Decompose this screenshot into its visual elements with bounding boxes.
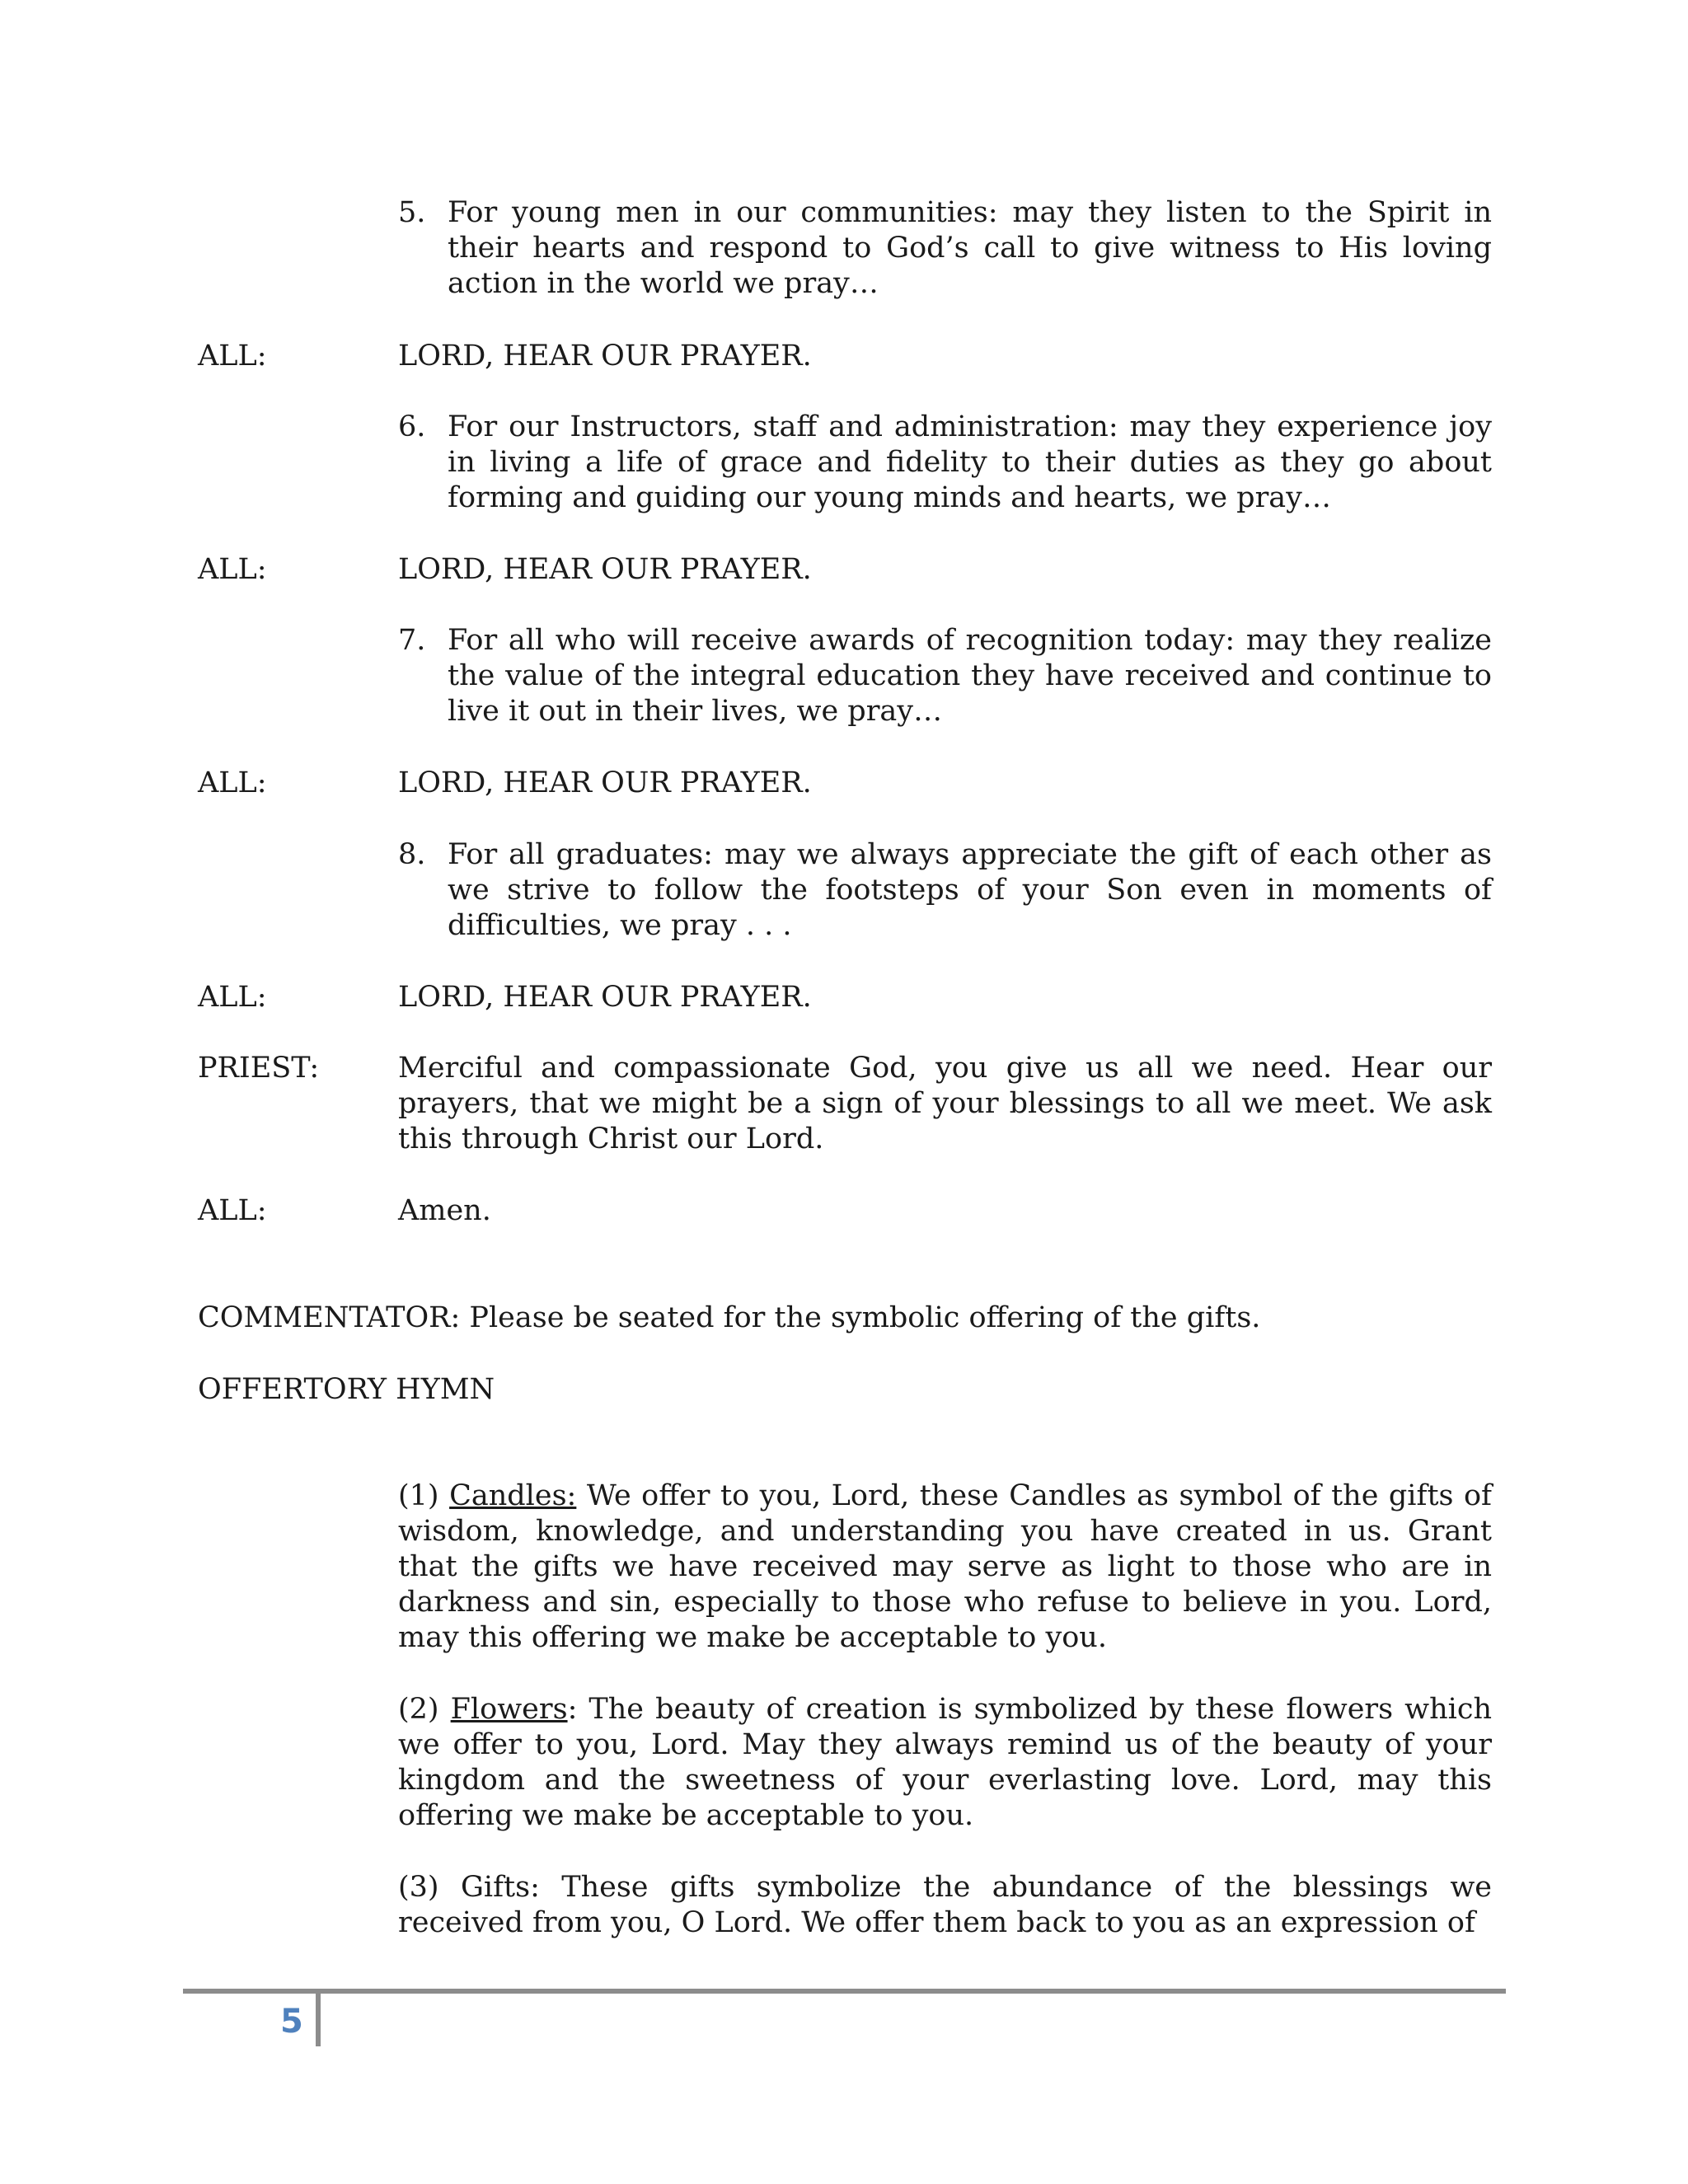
- footer-rule: [183, 1989, 1506, 1994]
- petition-number: 6.: [398, 410, 426, 443]
- petition-item: [398, 410, 1492, 516]
- offering-label: Gifts: [460, 1871, 531, 1904]
- footer-divider: [316, 1994, 321, 2046]
- amen-text: Amen.: [398, 1194, 491, 1227]
- petition-number: 8.: [398, 838, 426, 871]
- offering-flowers: [398, 1692, 1492, 1834]
- priest-speaker: PRIEST:: [198, 1052, 320, 1085]
- petition-item: [398, 837, 1492, 944]
- priest-prayer: Merciful and compassionate God, you give us all we need. Hear our prayers, that we might be a sign of your blessings to all we meet. We ask this through Christ our Lord.: [398, 1052, 1492, 1155]
- offering-prefix: (2): [398, 1693, 451, 1726]
- offering-text: We offer to you, Lord, these Candles as symbol of the gifts of wisdom, knowledge, and understanding you have created in us. Grant that the gifts we have received may serve as light to those who are in darkness and sin, especially to those who refuse to believe in you. Lord, may this offering we make be acceptable to you.: [398, 1479, 1492, 1654]
- response-text: LORD, HEAR OUR PRAYER.: [398, 340, 812, 373]
- petition-item: [398, 623, 1492, 729]
- petition-text: For all who will receive awards of recognition today: may they realize the value of the integral education they have received and continue to live it out in their lives, we pray…: [448, 624, 1492, 728]
- response-text: LORD, HEAR OUR PRAYER.: [398, 981, 812, 1014]
- response-speaker: ALL:: [198, 766, 267, 799]
- petition-text: For our Instructors, staff and administration: may they experience joy in living a life of grace and fidelity to their duties as they go about forming and guiding our young minds and hearts, we pray…: [448, 410, 1492, 514]
- offering-prefix: (1): [398, 1479, 450, 1512]
- response-text: LORD, HEAR OUR PRAYER.: [398, 553, 812, 586]
- petition-item: [398, 195, 1492, 302]
- petition-number: 7.: [398, 624, 426, 657]
- offering-text: : The beauty of creation is symbolized by these flowers which we offer to you, Lord. May they always remind us of the beauty of your kingdom and the sweetness of your everlasting love. Lord, may this offering we make be acceptable to you.: [398, 1693, 1493, 1832]
- response-text: LORD, HEAR OUR PRAYER.: [398, 766, 812, 799]
- offering-candles: [398, 1479, 1492, 1656]
- offering-gifts: [398, 1870, 1492, 1941]
- petition-number: 5.: [398, 196, 426, 229]
- offering-label: Candles:: [449, 1479, 577, 1512]
- offertory-heading: OFFERTORY HYMN: [198, 1373, 495, 1406]
- offering-text: : These gifts symbolize the abundance of the blessings we received from you, O Lord. We offer them back to you as an expression of: [398, 1871, 1492, 1939]
- petition-text: For all graduates: may we always appreciate the gift of each other as we strive to follow the footsteps of your Son even in moments of difficulties, we pray . . .: [448, 838, 1492, 942]
- response-speaker: ALL:: [198, 981, 267, 1014]
- page-number: 5: [280, 2003, 303, 2041]
- response-speaker: ALL:: [198, 553, 267, 586]
- offering-prefix: (3): [398, 1871, 461, 1904]
- petition-text: For young men in our communities: may they listen to the Spirit in their hearts and respond to God’s call to give witness to His loving action in the world we pray…: [448, 196, 1492, 300]
- amen-speaker: ALL:: [198, 1194, 267, 1227]
- response-speaker: ALL:: [198, 340, 267, 373]
- commentator-line: COMMENTATOR: Please be seated for the symbolic offering of the gifts.: [198, 1301, 1261, 1334]
- offering-label: Flowers: [450, 1693, 568, 1726]
